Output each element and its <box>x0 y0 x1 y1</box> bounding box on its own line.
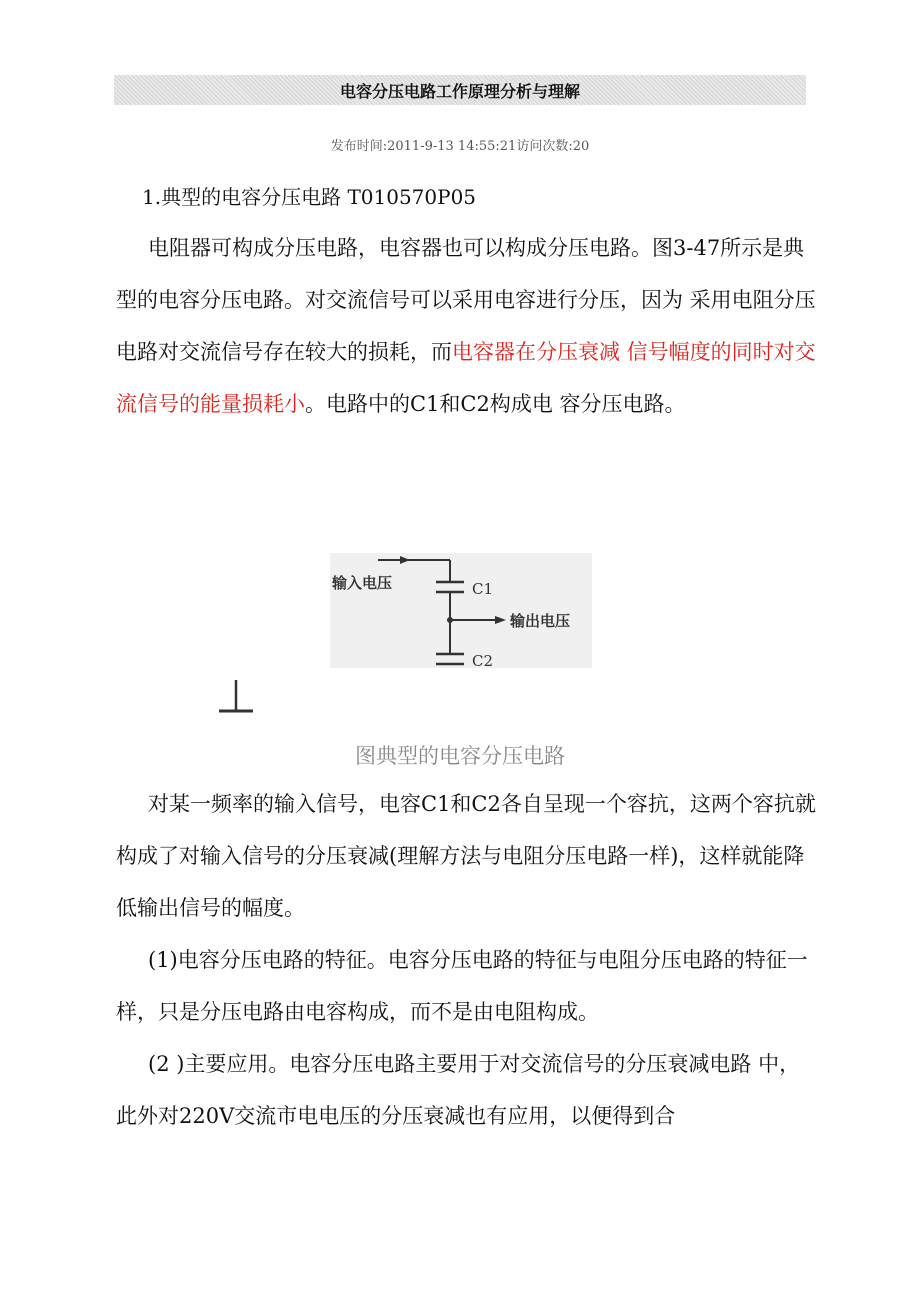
paragraph-features-text: (1)电容分压电路的特征。电容分压电路的特征与电阻分压电路的特征一样，只是分压电路由电容构成，而不是由电阻构成。 <box>116 948 808 1024</box>
article-title: 电容分压电路工作原理分析与理解 <box>339 81 580 101</box>
title-bar <box>114 75 806 105</box>
paragraph-intro-tail: 。电路中的C1和C2构成电 容分压电路。 <box>305 392 686 416</box>
ground-icon <box>218 680 254 714</box>
paragraph-applications-text: (2 )主要应用。电容分压电路主要用于对交流信号的分压衰减电路 中，此外对220V交流市电电压的分压衰减也有应用，以便得到合 <box>116 1052 801 1128</box>
paragraph-explanation-text: 对某一频率的输入信号，电容C1和C2各自呈现一个容抗，这两个容抗就构成了对输入信号的分压衰减(理解方法与电阻分压电路一样)，这样就能降低输出信号的幅度。 <box>116 792 816 920</box>
circuit-figure <box>330 553 592 668</box>
paragraph-features <box>116 934 816 1038</box>
input-arrow-icon <box>400 556 410 564</box>
output-arrow-icon <box>495 616 506 624</box>
c2-label: C2 <box>472 652 494 668</box>
paragraph-intro-text: 电阻器可构成分压电路，电容器也可以构成分压电路。图3-47所示是典型的电容分压电路。对交流信号可以采用电容进行分压，因为 采用电阻分压电路对交流信号存在较大的损耗，而 <box>116 236 816 364</box>
section-heading: 1.典型的电容分压电路 T010570P05 <box>142 185 477 209</box>
input-voltage-label: 输入电压 <box>332 574 393 592</box>
paragraph-intro-highlight: 电容器在分压衰减 信号幅度的同时对交流信号的能量损耗小 <box>116 340 816 416</box>
figure-caption: 图典型的电容分压电路 <box>355 744 565 768</box>
circuit-diagram <box>330 553 592 668</box>
paragraph-applications <box>116 1038 816 1142</box>
paragraph-intro <box>116 222 816 430</box>
publish-meta: 发布时间:2011-9-13 14:55:21访问次数:20 <box>330 139 590 154</box>
paragraph-explanation <box>116 778 816 934</box>
output-voltage-label: 输出电压 <box>510 612 571 630</box>
c1-label: C1 <box>472 580 494 598</box>
